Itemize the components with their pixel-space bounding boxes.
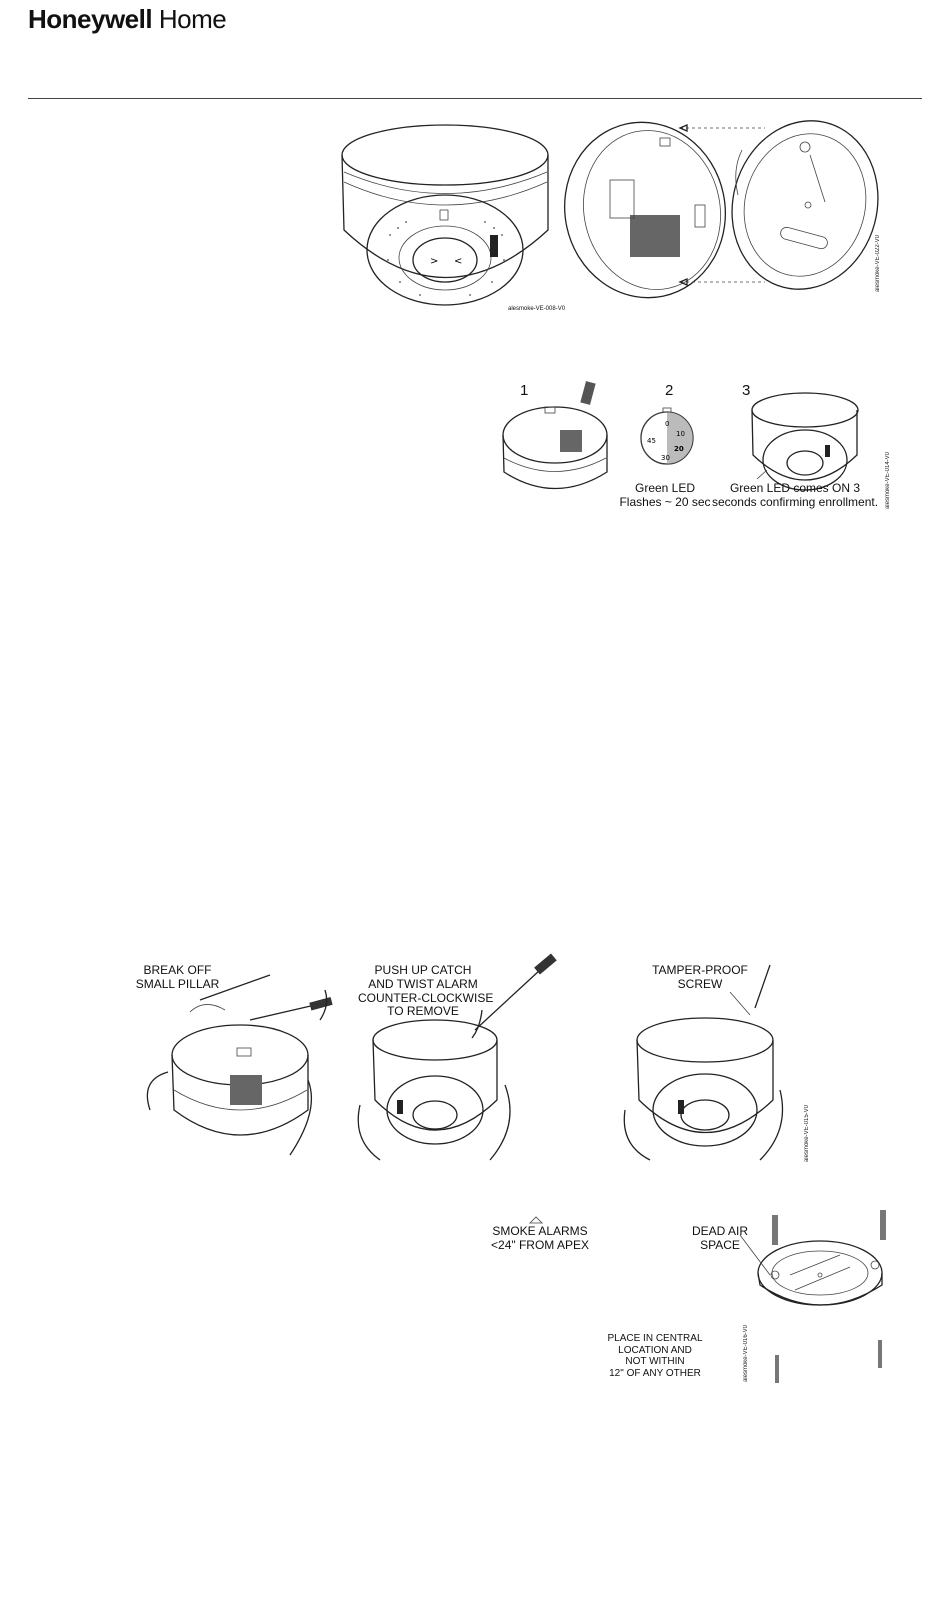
timer-tick-20: 20 bbox=[674, 445, 684, 453]
break-pillar-line1: BREAK OFF bbox=[143, 963, 212, 977]
dead-air-line1: DEAD AIR bbox=[691, 1224, 748, 1238]
push-catch-line2: AND TWIST ALARM bbox=[368, 976, 478, 991]
figure-enrollment bbox=[495, 380, 900, 510]
dead-air-line2: SPACE bbox=[700, 1237, 740, 1252]
header-divider bbox=[28, 98, 922, 99]
figure-id-left: alesmoke-VE-008-V0 bbox=[508, 306, 566, 312]
figure-detector-and-base bbox=[340, 110, 900, 325]
central-line4: 12" OF ANY OTHER bbox=[609, 1367, 701, 1379]
break-pillar-line2: SMALL PILLAR bbox=[135, 976, 220, 991]
timer-tick-0: 0 bbox=[665, 420, 670, 428]
brand-logo bbox=[28, 4, 226, 35]
tamper-figure-id: alesmoke-VE-015-V0 bbox=[804, 1105, 810, 1163]
placement-figure-id: alesmoke-VE-016-V0 bbox=[743, 1325, 749, 1383]
central-line3: NOT WITHIN bbox=[625, 1356, 685, 1367]
apex-label bbox=[490, 1225, 590, 1253]
svg-text:>: > bbox=[430, 256, 439, 267]
step-2-caption bbox=[615, 482, 715, 510]
timer-tick-10: 10 bbox=[676, 430, 685, 438]
svg-text:<: < bbox=[454, 256, 463, 267]
step-3-caption bbox=[705, 482, 885, 510]
dead-air-label bbox=[680, 1225, 760, 1253]
detector-illustration bbox=[340, 110, 900, 325]
tamper-screw-line2: SCREW bbox=[677, 976, 723, 991]
brand-name-bold: Honeywell bbox=[28, 4, 153, 34]
tamper-screw-line1: TAMPER-PROOF bbox=[652, 963, 748, 977]
step-2-number: 2 bbox=[665, 382, 674, 399]
figure-placement bbox=[490, 1205, 910, 1390]
figure-tamper bbox=[130, 960, 830, 1175]
step-3-caption-line2: seconds confirming enrollment. bbox=[711, 494, 879, 509]
brand-name-regular: Home bbox=[158, 4, 227, 34]
apex-line2: <24" FROM APEX bbox=[491, 1237, 589, 1252]
central-line1: PLACE IN CENTRAL bbox=[607, 1333, 703, 1344]
step-3-caption-line1: Green LED comes ON 3 bbox=[729, 481, 861, 495]
push-catch-line4: TO REMOVE bbox=[387, 1004, 459, 1019]
tamper-illustration bbox=[130, 960, 830, 1175]
step-3-number: 3 bbox=[742, 382, 751, 399]
timer-tick-30: 30 bbox=[661, 454, 670, 462]
push-catch-line3: COUNTER-CLOCKWISE bbox=[358, 990, 494, 1005]
step-2-caption-line1: Green LED bbox=[634, 481, 696, 495]
figure-id-right: alesmoke-VE-022-V0 bbox=[875, 235, 881, 293]
step-2-caption-line2: Flashes ~ 20 sec bbox=[619, 494, 711, 509]
enrollment-figure-id: alesmoke-VE-014-V0 bbox=[885, 452, 891, 510]
central-location-label bbox=[605, 1333, 705, 1379]
apex-line1: SMOKE ALARMS bbox=[492, 1224, 588, 1238]
central-line2: LOCATION AND bbox=[618, 1344, 692, 1356]
step-1-number: 1 bbox=[520, 382, 529, 399]
push-catch-line1: PUSH UP CATCH bbox=[374, 963, 472, 977]
timer-tick-45: 45 bbox=[647, 437, 656, 445]
